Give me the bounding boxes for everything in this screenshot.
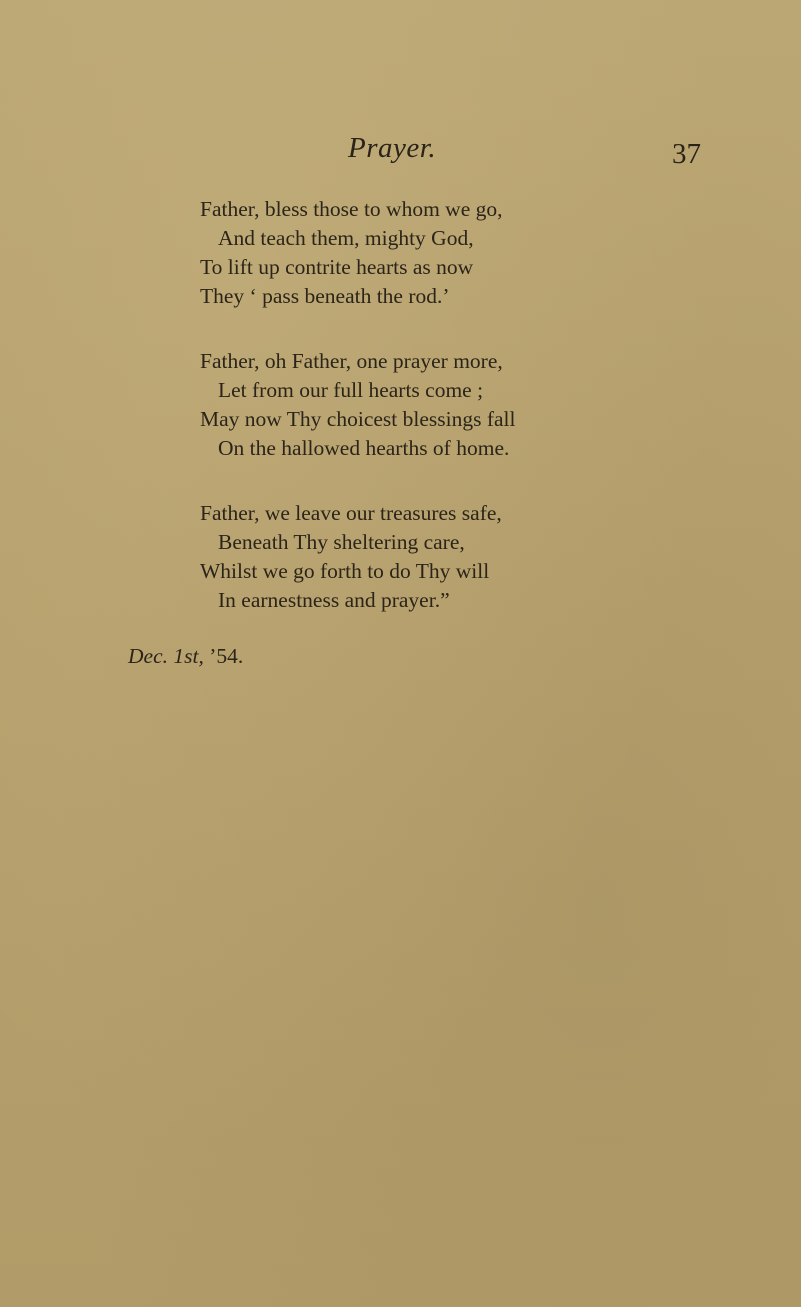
running-title: Prayer. bbox=[348, 132, 437, 164]
poem-line: Whilst we go forth to do Thy will bbox=[200, 559, 490, 583]
poem bbox=[200, 195, 620, 651]
stanza-2 bbox=[200, 347, 620, 463]
page-header bbox=[0, 132, 801, 182]
poem-line: Father, we leave our treasures safe, bbox=[200, 501, 502, 525]
dateline-year: ’54. bbox=[209, 644, 244, 668]
poem-line: Beneath Thy sheltering care, bbox=[218, 530, 465, 554]
poem-line: Father, bless those to whom we go, bbox=[200, 197, 503, 221]
poem-line: To lift up contrite hearts as now bbox=[200, 255, 474, 279]
dateline-month: Dec. bbox=[128, 644, 168, 668]
poem-line: And teach them, mighty God, bbox=[218, 226, 474, 250]
poem-line: Father, oh Father, one prayer more, bbox=[200, 349, 503, 373]
poem-line: On the hallowed hearths of home. bbox=[218, 436, 510, 460]
poem-line: May now Thy choicest blessings fall bbox=[200, 407, 516, 431]
dateline bbox=[128, 644, 243, 669]
poem-line: Let from our full hearts come ; bbox=[218, 378, 484, 402]
poem-line: They ‘ pass beneath the rod.’ bbox=[200, 284, 450, 308]
dateline-day: 1st, bbox=[173, 644, 204, 668]
poem-line: In earnestness and prayer.” bbox=[218, 588, 450, 612]
page-number: 37 bbox=[672, 138, 701, 170]
stanza-1 bbox=[200, 195, 620, 311]
stanza-3 bbox=[200, 499, 620, 615]
